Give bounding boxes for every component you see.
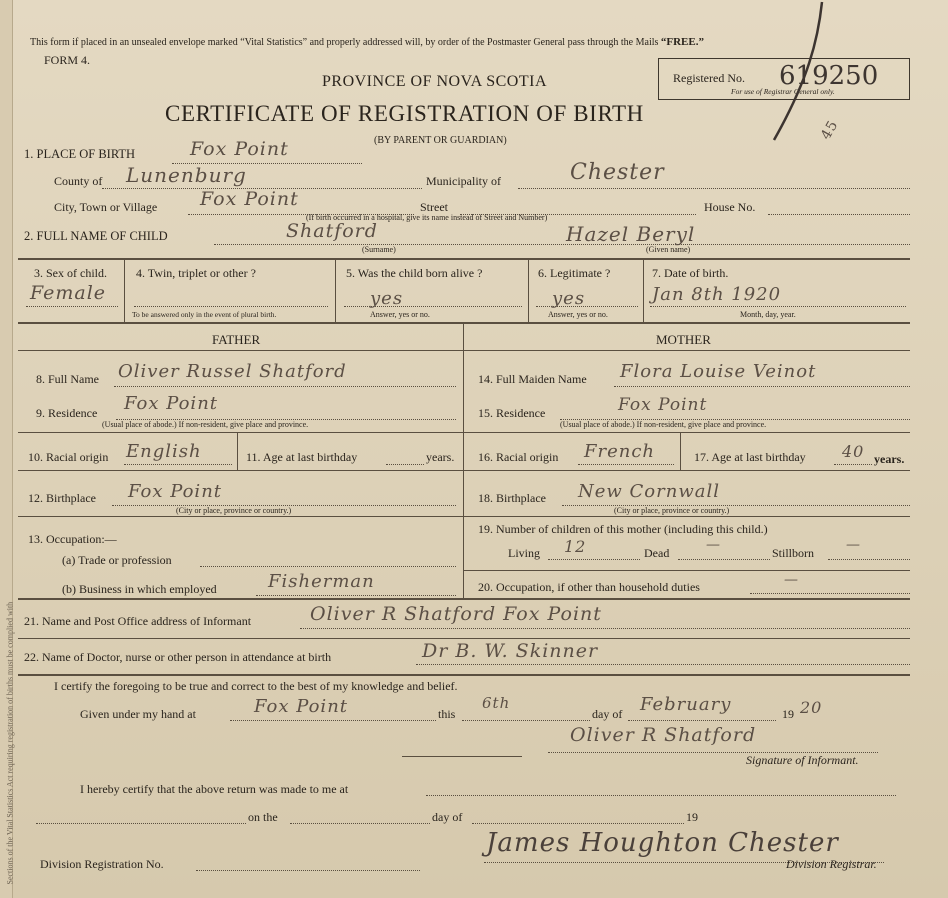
registrar-signature: James Houghton Chester [486,828,839,858]
margin-text: Sections of the Vital Statistics Act requiring registration of births must be complied with [5,601,15,885]
father-age-years: years. [426,450,455,464]
doctor-label: 22. Name of Doctor, nurse or other person in attendance at birth [24,650,332,664]
day-value: 6th [482,694,511,712]
postal-note [30,36,704,48]
city-label: City, Town or Village [54,200,158,214]
form-number: FORM 4. [44,53,91,67]
given-place-value: Fox Point [254,696,349,717]
margin-mark: 45 [818,117,842,143]
father-name-label: 8. Full Name [36,372,99,386]
registrar-statement: I hereby certify that the above return was made to me at [80,782,349,796]
sex-label: 3. Sex of child. [34,266,107,280]
mother-residence-note: (Usual place of abode.) If non-resident, give place and province. [560,420,767,429]
mother-birthplace-note: (City or place, province or country.) [614,506,730,515]
mother-birthplace-value: New Cornwall [578,481,720,502]
hospital-note: (If birth occurred in a hospital, give its name instead of Street and Number) [306,213,548,222]
mother-age-value: 40 [842,442,865,461]
registrar-day-of: day of [432,810,463,824]
father-racial-label: 10. Racial origin [28,450,109,464]
informant-signature: Oliver R Shatford [570,724,757,746]
legitimate-value: yes [552,288,586,309]
father-racial-value: English [126,441,202,462]
left-margin [0,0,13,898]
certify-statement: I certify the foregoing to be true and correct to the best of my knowledge and belief. [54,679,458,693]
city-value: Fox Point [200,188,299,210]
mother-residence-label: 15. Residence [478,406,546,420]
year-prefix: 19 [782,707,794,721]
doctor-value: Dr B. W. Skinner [422,640,599,662]
county-value: Lunenburg [126,163,247,187]
alive-value: yes [370,288,404,309]
living-value: 12 [564,537,587,556]
division-registrar-label: Division Registrar. [786,857,877,871]
dead-value: — [706,537,721,553]
father-business-label: (b) Business in which employed [62,582,217,596]
child-surname-value: Shatford [286,220,378,242]
sex-value: Female [30,282,107,304]
place-of-birth-value: Fox Point [190,138,289,160]
stillborn-value: — [846,537,861,553]
dead-label: Dead [644,546,670,560]
father-birthplace-note: (City or place, province or country.) [176,506,292,515]
day-of-label: day of [592,707,623,721]
mother-birthplace-label: 18. Birthplace [478,491,546,505]
father-birthplace-value: Fox Point [128,481,223,502]
county-label: County of [54,174,103,188]
informant-signature-label: Signature of Informant. [746,753,859,767]
informant-value: Oliver R Shatford Fox Point [310,603,602,625]
this-label: this [438,707,456,721]
father-occupation-label: 13. Occupation:— [28,532,117,546]
street-label: Street [420,200,448,214]
father-residence-note: (Usual place of abode.) If non-resident, give place and province. [102,420,309,429]
living-label: Living [508,546,540,560]
given-label: Given under my hand at [80,707,196,721]
mother-age-years: years. [874,452,905,466]
dob-value: Jan 8th 1920 [652,284,782,305]
child-given-note: (Given name) [646,245,691,254]
father-age-label: 11. Age at last birthday [246,450,358,464]
place-of-birth-label: 1. PLACE OF BIRTH [24,147,136,161]
mother-occupation-value: — [784,572,799,588]
alive-label: 5. Was the child born alive ? [346,266,483,280]
province-heading: PROVINCE OF NOVA SCOTIA [322,73,548,90]
municipality-label: Municipality of [426,174,501,188]
mother-occupation-label: 20. Occupation, if other than household duties [478,580,700,594]
father-trade-label: (a) Trade or profession [62,553,172,567]
certificate-subtitle: (BY PARENT OR GUARDIAN) [374,135,507,146]
mother-racial-value: French [584,441,656,462]
certificate-title: CERTIFICATE OF REGISTRATION OF BIRTH [165,101,644,126]
child-surname-note: (Surname) [362,245,396,254]
registrar-year-prefix: 19 [686,810,698,824]
postal-free: “FREE.” [660,36,704,48]
mother-residence-value: Fox Point [618,395,708,415]
registrar-on-the: on the [248,810,278,824]
father-heading: FATHER [212,332,261,347]
dob-label: 7. Date of birth. [652,266,729,280]
father-residence-value: Fox Point [124,393,219,414]
legitimate-label: 6. Legitimate ? [538,266,611,280]
informant-label: 21. Name and Post Office address of Informant [24,614,252,628]
postal-note-text: This form if placed in an unsealed envelope marked “Vital Statistics” and properly addressed will, by order of the Postmaster General pass through the Mails [30,37,659,48]
municipality-value: Chester [570,160,665,185]
registered-label: Registered No. [673,71,745,85]
mother-racial-label: 16. Racial origin [478,450,559,464]
registered-note: For use of Registrar General only. [731,87,835,96]
twin-label: 4. Twin, triplet or other ? [136,266,256,280]
mother-name-value: Flora Louise Veinot [620,361,817,382]
father-birthplace-label: 12. Birthplace [28,491,96,505]
father-business-value: Fisherman [268,571,375,592]
alive-note: Answer, yes or no. [370,310,430,319]
year-value: 20 [800,698,823,717]
child-given-value: Hazel Beryl [566,222,696,246]
father-residence-label: 9. Residence [36,406,98,420]
child-name-label: 2. FULL NAME OF CHILD [24,229,168,243]
mother-children-label: 19. Number of children of this mother (including this child.) [478,522,768,536]
month-value: February [640,694,732,715]
house-label: House No. [704,200,756,214]
mother-name-label: 14. Full Maiden Name [478,372,587,386]
stillborn-label: Stillborn [772,546,815,560]
pencil-stroke [760,0,830,150]
legitimate-note: Answer, yes or no. [548,310,608,319]
father-name-value: Oliver Russel Shatford [118,361,347,382]
mother-age-label: 17. Age at last birthday [694,450,806,464]
division-registration-label: Division Registration No. [40,857,164,871]
dob-note: Month, day, year. [740,310,796,319]
registered-value: 619250 [779,61,879,91]
mother-heading: MOTHER [656,332,711,347]
twin-note: To be answered only in the event of plural birth. [132,310,277,319]
